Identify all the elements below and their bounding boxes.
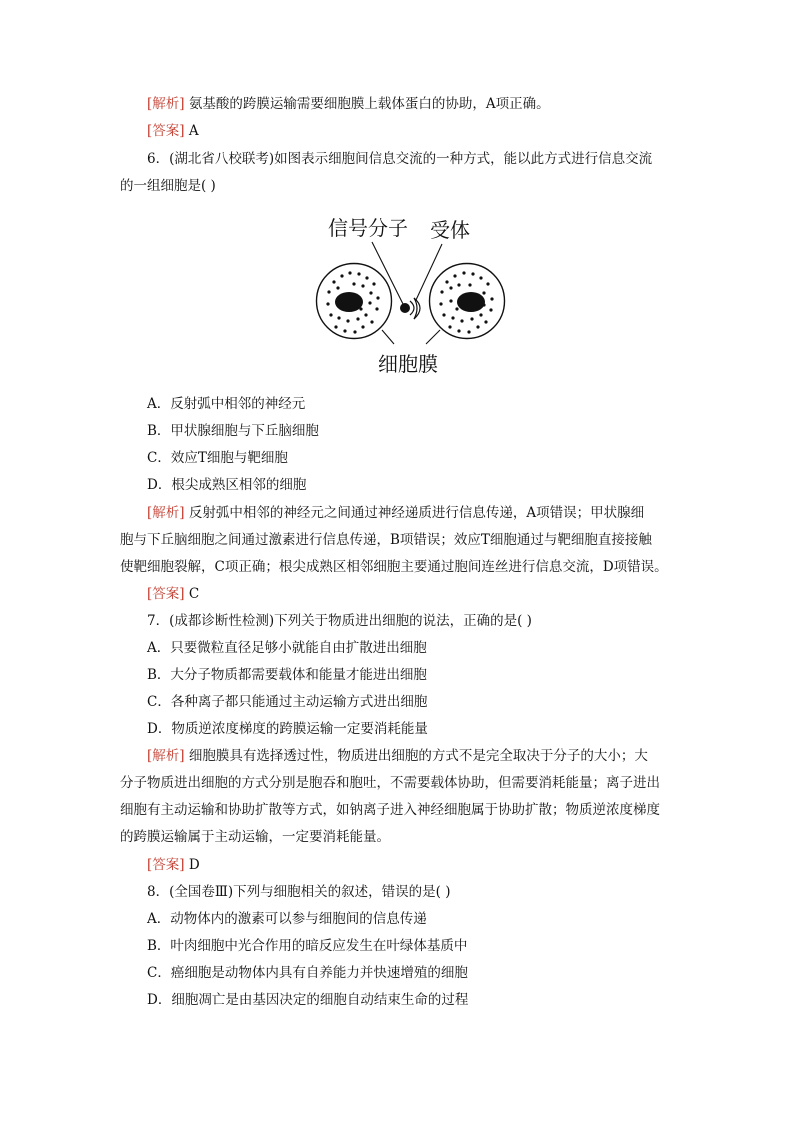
analysis-label: [解析]	[147, 96, 185, 112]
answer-label: [答案]	[147, 586, 185, 602]
analysis-cont: 使靶细胞裂解，C项正确；根尖成熟区相邻细胞主要通过胞间连丝进行信息交流，D项错误。	[120, 559, 668, 575]
question-6-stem-cont: 的一组细胞是( )	[120, 178, 216, 194]
analysis-cont: 胞与下丘脑细胞之间通过激素进行信息传递，B项错误；效应T细胞通过与靶细胞直接接触	[120, 532, 652, 548]
answer-label: [答案]	[147, 857, 185, 873]
membrane-pointer-left	[382, 330, 394, 344]
question-6-stem: 6．(湖北省八校联考)如图表示细胞间信息交流的一种方式，能以此方式进行信息交流	[147, 151, 653, 167]
option-c: C．各种离子都只能通过主动运输方式进出细胞	[147, 694, 428, 710]
analysis-label: [解析]	[147, 748, 185, 764]
option-c: C．效应T细胞与靶细胞	[147, 450, 288, 466]
analysis-cont: 的跨膜运输属于主动运输，一定要消耗能量。	[120, 829, 390, 845]
right-nucleus	[457, 292, 485, 312]
option-c: C．癌细胞是动物体内具有自养能力并快速增殖的细胞	[147, 965, 468, 981]
answer-line: [答案] A	[147, 123, 199, 139]
option-d: D．细胞凋亡是由基因决定的细胞自动结束生命的过程	[147, 992, 469, 1008]
question-8-stem: 8．(全国卷Ⅲ)下列与细胞相关的叙述，错误的是( )	[147, 884, 451, 900]
answer-line: [答案] D	[147, 857, 200, 873]
receptor-label: 受体	[430, 218, 470, 242]
option-a: A．只要微粒直径足够小就能自由扩散进出细胞	[147, 640, 427, 656]
answer-line: [答案] C	[147, 586, 200, 602]
cell-membrane-label: 细胞膜	[378, 352, 438, 376]
signal-pointer	[372, 242, 403, 304]
receptor-pointer	[416, 244, 442, 300]
option-b: B．大分子物质都需要载体和能量才能进出细胞	[147, 667, 427, 683]
option-b: B．叶肉细胞中光合作用的暗反应发生在叶绿体基质中	[147, 938, 468, 954]
question-7-stem: 7．(成都诊断性检测)下列关于物质进出细胞的说法，正确的是( )	[147, 613, 532, 629]
option-d: D．根尖成熟区相邻的细胞	[147, 477, 307, 493]
analysis-cont: 细胞有主动运输和协助扩散等方式，如钠离子进入神经细胞属于协助扩散；物质逆浓度梯度	[120, 802, 660, 818]
answer-label: [答案]	[147, 123, 185, 139]
option-b: B．甲状腺细胞与下丘脑细胞	[147, 423, 319, 439]
analysis-line: [解析] 细胞膜具有选择透过性，物质进出细胞的方式不是完全取决于分子的大小；大	[147, 748, 648, 764]
option-a: A．反射弧中相邻的神经元	[147, 396, 306, 412]
option-d: D．物质逆浓度梯度的跨膜运输一定要消耗能量	[147, 721, 428, 737]
receptor	[414, 298, 420, 319]
signal-molecule	[400, 303, 410, 313]
cell-communication-figure	[314, 212, 508, 382]
analysis-line: [解析] 氨基酸的跨膜运输需要细胞膜上载体蛋白的协助，A项正确。	[147, 96, 550, 112]
option-a: A．动物体内的激素可以参与细胞间的信息传递	[147, 911, 427, 927]
membrane-pointer-right	[426, 330, 440, 344]
analysis-label: [解析]	[147, 505, 185, 521]
analysis-line: [解析] 反射弧中相邻的神经元之间通过神经递质进行信息传递，A项错误；甲状腺细	[147, 505, 645, 521]
signal-molecule-label: 信号分子	[328, 216, 408, 240]
analysis-cont: 分子物质进出细胞的方式分别是胞吞和胞吐，不需要载体协助，但需要消耗能量；离子进出	[120, 775, 660, 791]
left-nucleus	[335, 292, 363, 312]
